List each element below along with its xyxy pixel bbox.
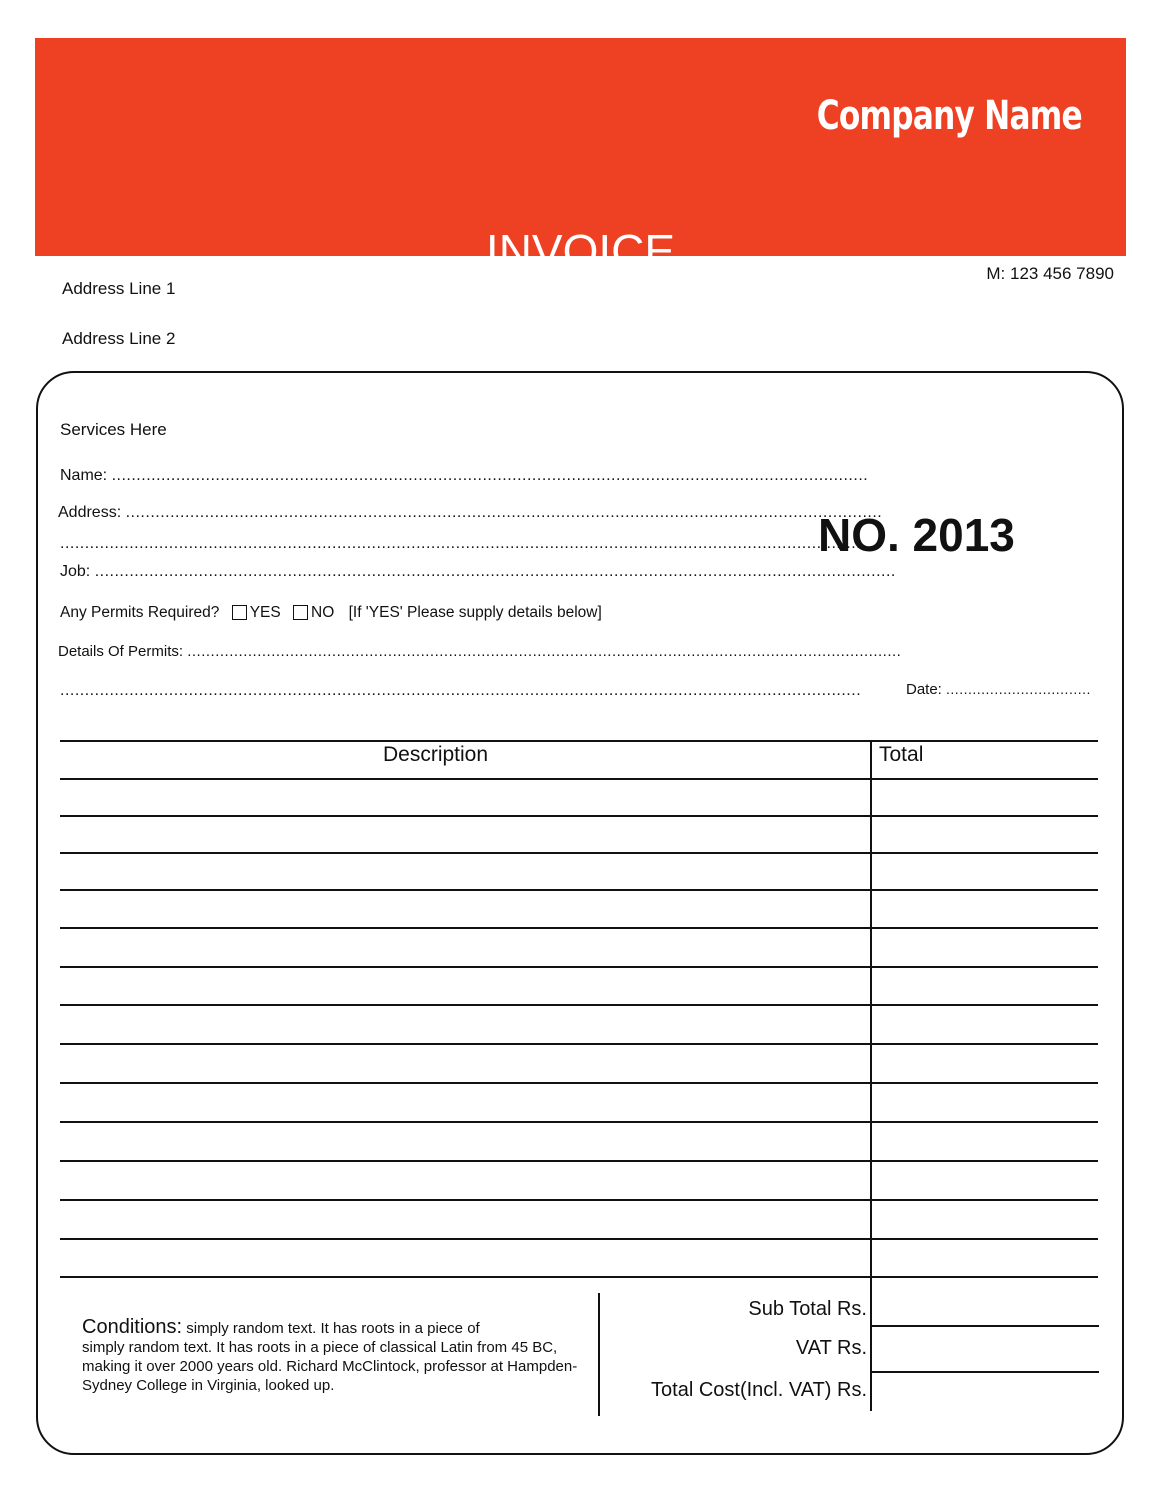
no-checkbox[interactable] [293, 605, 308, 620]
phone-number: M: 123 456 7890 [986, 264, 1114, 283]
subtotal-value-line[interactable] [871, 1325, 1099, 1327]
address-dotted-line-2: .................................................................................................................................................................. [60, 535, 862, 552]
services-label: Services Here [60, 420, 167, 439]
date-dotted-line: ................................. [946, 681, 1091, 697]
no-label: NO [311, 604, 335, 621]
table-row-rule[interactable] [60, 966, 1098, 968]
table-row-rule[interactable] [60, 1276, 1098, 1278]
vat-value-line[interactable] [871, 1371, 1099, 1373]
table-row-rule[interactable] [60, 889, 1098, 891]
table-row-rule[interactable] [60, 1199, 1098, 1201]
invoice-title: INVOICE [485, 225, 676, 277]
address-field[interactable] [58, 503, 883, 523]
subtotal-label: Sub Total Rs. [748, 1298, 867, 1320]
address-label: Address: [58, 504, 122, 521]
permits-note: [If 'YES' Please supply details below] [348, 604, 602, 621]
description-header: Description [383, 743, 489, 766]
permit-details-label: Details Of Permits: [58, 643, 184, 660]
job-dotted-line: .................................................................................................................................................................. [94, 563, 896, 580]
table-row-rule[interactable] [60, 852, 1098, 854]
job-label: Job: [60, 563, 91, 580]
permit-details-dotted-line-2: .................................................................................................................................................................. [60, 682, 862, 699]
conditions-label: Conditions: [82, 1316, 183, 1338]
name-dotted-line: ......................................................................................................................................................... [111, 467, 869, 484]
table-row-rule[interactable] [60, 1238, 1098, 1240]
yes-label: YES [249, 604, 281, 621]
vat-label: VAT Rs. [795, 1337, 867, 1359]
job-field[interactable] [60, 562, 896, 582]
address-field-2[interactable] [60, 534, 862, 554]
address-line-1: Address Line 1 [62, 279, 176, 298]
table-header-rule [60, 778, 1098, 780]
column-divider [870, 740, 872, 1277]
permit-details-dotted-line: ......................................................................................................................................................... [187, 643, 902, 660]
date-field[interactable] [906, 681, 1091, 698]
total-cost-label: Total Cost(Incl. VAT) Rs. [651, 1379, 867, 1401]
name-field[interactable] [60, 466, 869, 486]
date-label: Date: [906, 681, 942, 698]
yes-checkbox[interactable] [232, 605, 247, 620]
table-row-rule[interactable] [60, 1160, 1098, 1162]
permit-details-field-2[interactable] [60, 681, 862, 701]
invoice-number: NO. 2013 [818, 509, 1015, 561]
table-row-rule[interactable] [60, 927, 1098, 929]
table-row-rule[interactable] [60, 1004, 1098, 1006]
table-top-rule [60, 740, 1098, 742]
address-dotted-line: ......................................................................................................................................................... [125, 504, 883, 521]
conditions-body: simply random text. It has roots in a piece of classical Latin from 45 BC, making it over 2000 years old. Richard McClintock, professor at Hampden-Sydney College in Virginia, looked up. [82, 1339, 578, 1394]
permit-details-field[interactable] [58, 642, 902, 662]
conditions-text [82, 1318, 582, 1395]
total-header: Total [879, 743, 924, 766]
address-line-2: Address Line 2 [62, 329, 176, 348]
table-row-rule[interactable] [60, 1082, 1098, 1084]
permits-question: Any Permits Required? [60, 604, 220, 621]
permits-row [60, 603, 602, 623]
table-row-rule[interactable] [60, 1121, 1098, 1123]
name-label: Name: [60, 467, 108, 484]
conditions-first-line: simply random text. It has roots in a piece of [186, 1320, 480, 1337]
table-row-rule[interactable] [60, 815, 1098, 817]
summary-divider [598, 1293, 600, 1416]
summary-value-divider [870, 1277, 872, 1411]
table-row-rule[interactable] [60, 1043, 1098, 1045]
company-name: Company Name [816, 93, 1082, 139]
